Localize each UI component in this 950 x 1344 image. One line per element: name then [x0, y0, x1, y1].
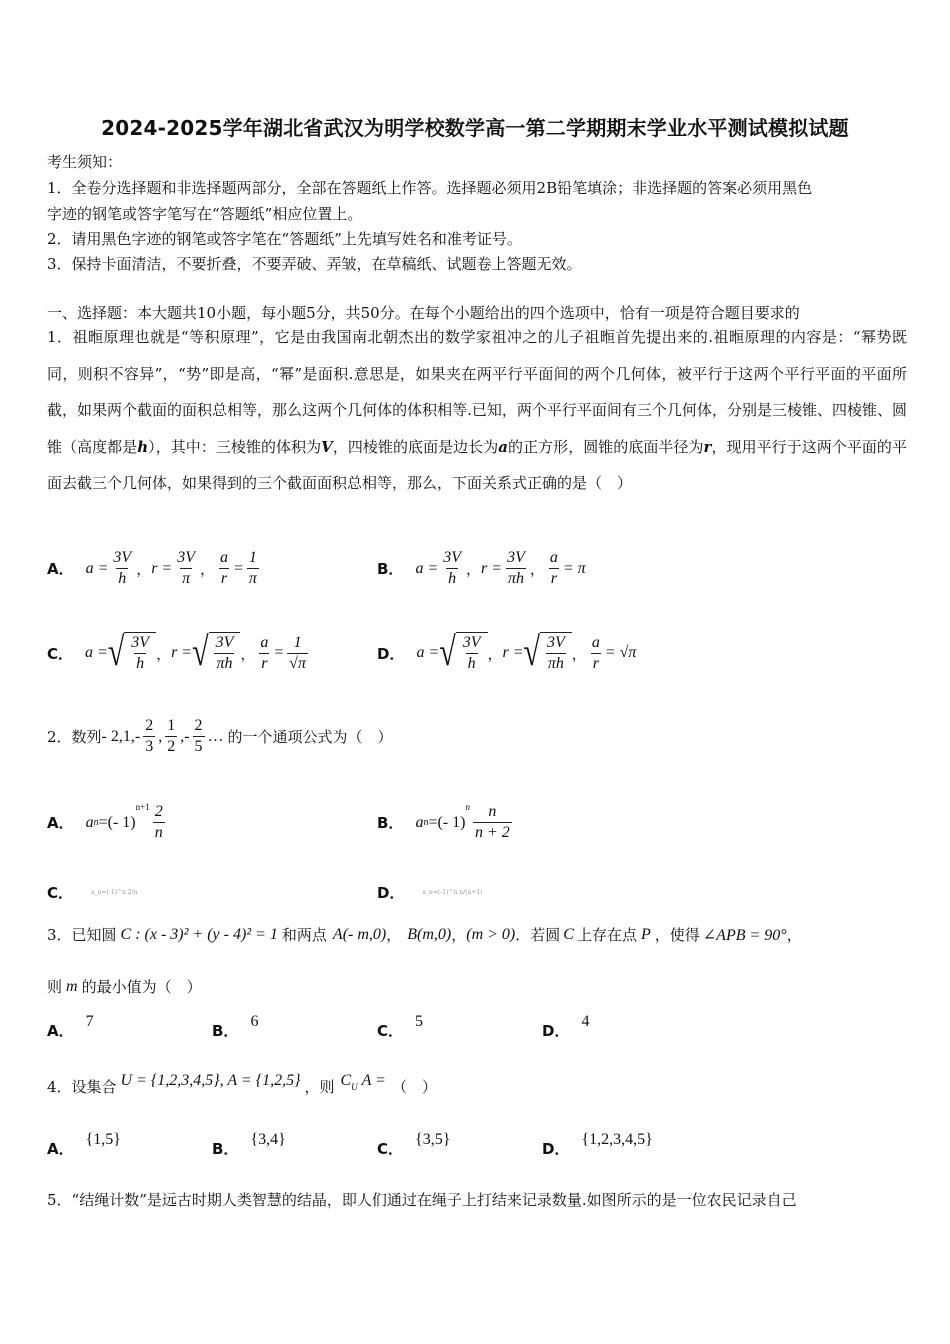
q2-option-b[interactable]: B． a n =(- 1) n $\frac{n}{n + 2}$ [377, 802, 510, 841]
q3-option-c[interactable]: C． 5 [377, 1012, 424, 1040]
notice-item-1-cont: 字迹的钢笔或答字笔写在“答题纸”相应位置上。 [47, 205, 363, 223]
question-5-text: 5．“结绳计数”是远古时期人类智慧的结晶，即人们通过在绳子上打结来记录数量.如图所示的是一位农民记录自己 [47, 1191, 797, 1209]
q3-option-d[interactable]: D． 4 [542, 1012, 590, 1040]
q4-option-c[interactable]: C． {3,5} [377, 1130, 451, 1158]
question-3-text: 3．已知圆 C : (x - 3)² + (y - 4)² = 1 和两点 A(- m,0) ， B(m,0) ， (m > 0) ．若圆 C 上存在点 P ，使得 ∠APB = 90° ， [47, 925, 802, 944]
q4-option-d[interactable]: D． {1,2,3,4,5} [542, 1130, 653, 1158]
question-2-text: 2．数列 - 2,1,- $\frac{2}{3}$ , $\frac{1}{2}$ ,- $\frac{2}{5}$ … 的一个通项公式为（ ） [47, 717, 393, 755]
q1-option-a[interactable]: A． a = $\frac{3V}{h}$ ， r = $\frac{3V}{\pi}$ ， $\frac{a}{r}$ = $\frac{1}{\pi}$ [47, 549, 257, 587]
q1-option-c[interactable]: C． a = √ $\frac{3V}{h}$ ， r = √ $\frac{3V}{\pi h}$ ， $\frac{a}{r}$ = $\frac{1}{√\pi}$ [47, 630, 306, 675]
notice-item-3: 3．保持卡面清洁，不要折叠，不要弄破、弄皱，在草稿纸、试题卷上答题无效。 [47, 255, 582, 273]
section-heading: 一、选择题：本大题共10小题，每小题5分，共50分。在每个小题给出的四个选项中，恰有一项是符合题目要求的 [47, 304, 800, 322]
q1-option-b[interactable]: B． a = $\frac{3V}{h}$ ， r = $\frac{3V}{\pi h}$ ， $\frac{a}{r}$ = π [377, 549, 586, 587]
q2-option-d[interactable]: D． a_n=(-1)^n n/(n+1) [377, 884, 483, 902]
notice-item-1: 1．全卷分选择题和非选择题两部分，全部在答题纸上作答。选择题必须用2B铅笔填涂；非选择题的答案必须用黑色 [47, 179, 813, 197]
question-4-text: 4．设集合 U = {1,2,3,4,5}, A = {1,2,5} ，则 C $_U$ A = （ ） [47, 1071, 437, 1096]
q4-option-a[interactable]: A． {1,5} [47, 1130, 121, 1158]
q3-option-a[interactable]: A． 7 [47, 1012, 94, 1040]
exam-title: 2024-2025学年湖北省武汉为明学校数学高一第二学期期末学业水平测试模拟试题 [101, 116, 849, 140]
notice-item-2: 2．请用黑色字迹的钢笔或答字笔在“答题纸”上先填写姓名和准考证号。 [47, 230, 522, 248]
q2-option-c[interactable]: C． a_n=(-1)^n 2/n [47, 884, 138, 902]
question-1-text: 1．祖暅原理也就是“等积原理”，它是由我国南北朝杰出的数学家祖冲之的儿子祖暅首先提出来的.祖暅原理的内容是：“幂势既同，则积不容异”，“势”即是高，“幂”是面积.意思是，如果夹在两平行平面间的两个几何体，被平行于这两个平行平面的平面所截，如果两个截面的面积总相等，那么这两个几何体的体积相等.已知，两个平行平面间有三个几何体，分别是三棱锥、四棱锥、圆锥（高度都是h），其中：三棱锥的体积为V，四棱锥的底面是边长为a的正方形，圆锥的底面半径为r，现用平行于这两个平面的平面去截三个几何体，如果得到的三个截面面积总相等，那么，下面关系式正确的是（ ） [47, 328, 907, 492]
question-3-text-cont: 则 m 的最小值为（ ） [47, 977, 202, 996]
notice-heading: 考生须知： [47, 153, 123, 171]
q1-option-d[interactable]: D． a = √ $\frac{3V}{h}$ ， r = √ $\frac{3V}{\pi h}$ ， $\frac{a}{r}$ = √π [377, 630, 637, 675]
q2-option-a[interactable]: A． a n =(- 1) n+1 $\frac{2}{n}$ [47, 802, 163, 841]
q4-option-b[interactable]: B． {3,4} [212, 1130, 286, 1158]
q3-option-b[interactable]: B． 6 [212, 1012, 259, 1040]
